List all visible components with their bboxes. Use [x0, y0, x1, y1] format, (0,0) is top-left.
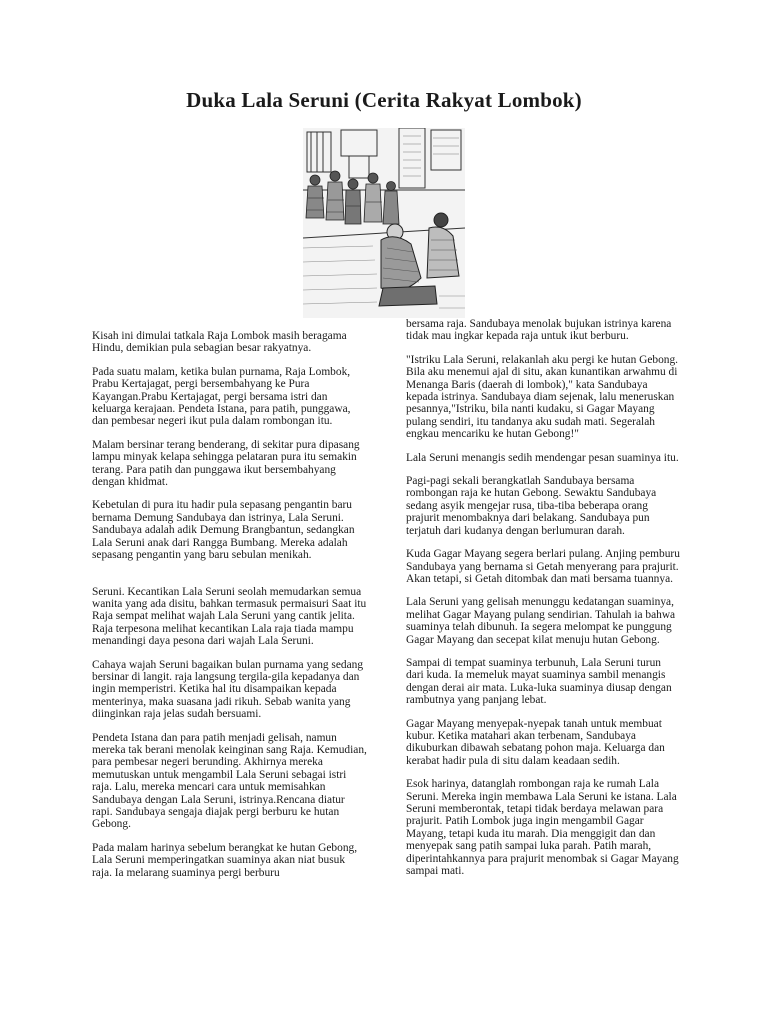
paragraph: Pendeta Istana dan para patih menjadi gelisah, namun mereka tak berani menolak keinginan sang Raja. Kemudian, para pembesar negeri berunding. Akhirnya mereka memutuskan untuk mengambil Lala Seruni sebagai istri raja. Lalu, mereka mencari cara untuk memisahkan Sandubaya dengan Lala Seruni, istrinya.Rencana diatur rapi. Sandubaya sengaja diajak pergi berburu ke hutan Gebong.	[92, 731, 367, 831]
paragraph: Lala Seruni menangis sedih mendengar pesan suaminya itu.	[406, 451, 679, 464]
paragraph: Kebetulan di pura itu hadir pula sepasang pengantin baru bernama Demung Sandubaya dan istrinya, Lala Seruni. Sandubaya adalah adik Demung Brangbantun, sedangkan Lala Seruni anak dari Rangga Bumbang. Mereka adalah sepasang pengantin yang baru sebulan menikah.	[92, 499, 355, 562]
paragraph: Seruni. Kecantikan Lala Seruni seolah memudarkan semua wanita yang ada disitu, bahkan termasuk permaisuri Saat itu Raja sempat melihat wajah Lala Seruni yang cantik jelita. Raja terpesona melihat kecantikan Lala raja tiada mampu menandingi daya pesona dari wajah Lala Seruni.	[92, 585, 367, 648]
paragraph: Pada malam harinya sebelum berangkat ke hutan Gebong, Lala Seruni memperingatkan suaminya akan niat busuk raja. Ia melarang suaminya pergi berburu	[92, 841, 358, 879]
paragraph: Sampai di tempat suaminya terbunuh, Lala Seruni turun dari kuda. Ia memeluk mayat suaminya sambil menangis dengan derai air mata. Luka-luka suaminya diusap dengan rambutnya yang panjang lebat.	[406, 656, 672, 707]
left-column	[92, 330, 367, 890]
page-title: Duka Lala Seruni (Cerita Rakyat Lombok)	[186, 88, 582, 112]
paragraph: Kisah ini dimulai tatkala Raja Lombok masih beragama Hindu, demikian pula sebagian besar rakyatnya.	[92, 330, 347, 355]
paragraph: Kuda Gagar Mayang segera berlari pulang. Anjing pemburu Sandubaya yang bernama si Getah menyerang para prajurit. Akan tetapi, si Getah ditombak dan mati bersama tuannya.	[406, 548, 680, 585]
paragraph: Pagi-pagi sekali berangkatlah Sandubaya bersama rombongan raja ke hutan Gebong. Sewaktu Sandubaya sedang asyik mengejar rusa, tiba-tiba beberapa orang prajurit menombaknya dari belakang. Sandubaya pun terjatuh dari kudanya dengan berlumuran darah.	[406, 475, 657, 537]
paragraph: Esok harinya, datanglah rombongan raja ke rumah Lala Seruni. Mereka ingin membawa Lala Seruni ke istana. Lala Seruni memberontak, tetapi tidak berdaya melawan para prajurit. Patih Lombok juga ingin mengambil Gagar Mayang, tetapi kuda itu marah. Dia menggigit dan dan menyepak sang patih sampai luka parah. Patih marah, diperintahkannya para prajurit menombak si Gagar Mayang sampai mati.	[406, 778, 679, 878]
right-column	[406, 318, 681, 888]
paragraph: Malam bersinar terang benderang, di sekitar pura dipasang lampu minyak kelapa sehingga pelataran pura itu semakin terang. Para patih dan punggawa ikut bersembahyang dengan khidmat.	[92, 438, 360, 489]
paragraph: Gagar Mayang menyepak-nyepak tanah untuk membuat kubur. Ketika matahari akan terbenam, Sandubaya dikuburkan dibawah sebatang pohon maja. Keluarga dan kerabat hadir pula di situ dalam keadaan sedih.	[406, 717, 665, 767]
paragraph: Lala Seruni yang gelisah menunggu kedatangan suaminya, melihat Gagar Mayang pulang sendirian. Tahulah ia bahwa suaminya telah dibunuh. Ia segera melompat ke punggung Gagar Mayang dan secepat kilat menuju hutan Gebong.	[406, 596, 676, 646]
paragraph: bersama raja. Sandubaya menolak bujukan istrinya karena tidak mau ingkar kepada raja untuk ikut berburu.	[406, 318, 672, 343]
paragraph: "Istriku Lala Seruni, relakanlah aku pergi ke hutan Gebong. Bila aku menemui ajal di situ, akan kunantikan arwahmu di Menanga Baris (daerah di lombok)," kata Sandubaya kepada istrinya. Sandubaya diam sejenak, lalu meneruskan pesannya,"Istriku, bila nanti kudaku, si Gagar Mayang pulang sendiri, itu tandanya aku sudah mati. Segeralah engkau mencariku ke hutan Gebong!"	[406, 353, 679, 441]
paragraph: Pada suatu malam, ketika bulan purnama, Raja Lombok, Prabu Kertajagat, pergi bersembahyang ke Pura Kayangan.Prabu Kertajagat, pergi bersama istri dan keluarga kerajaan. Pendeta Istana, para patih, punggawa, dan pembesar negeri ikut pula dalam rombongan itu.	[92, 365, 351, 428]
story-illustration	[303, 128, 465, 318]
paragraph: Cahaya wajah Seruni bagaikan bulan purnama yang sedang bersinar di langit. raja langsung tergila-gila kepadanya dan ingin memperistri. Ketika hal itu disampaikan kepada menterinya, maka suasana jadi rikuh. Sebab wanita yang diinginkan raja jelas sudah bersuami.	[92, 658, 364, 721]
